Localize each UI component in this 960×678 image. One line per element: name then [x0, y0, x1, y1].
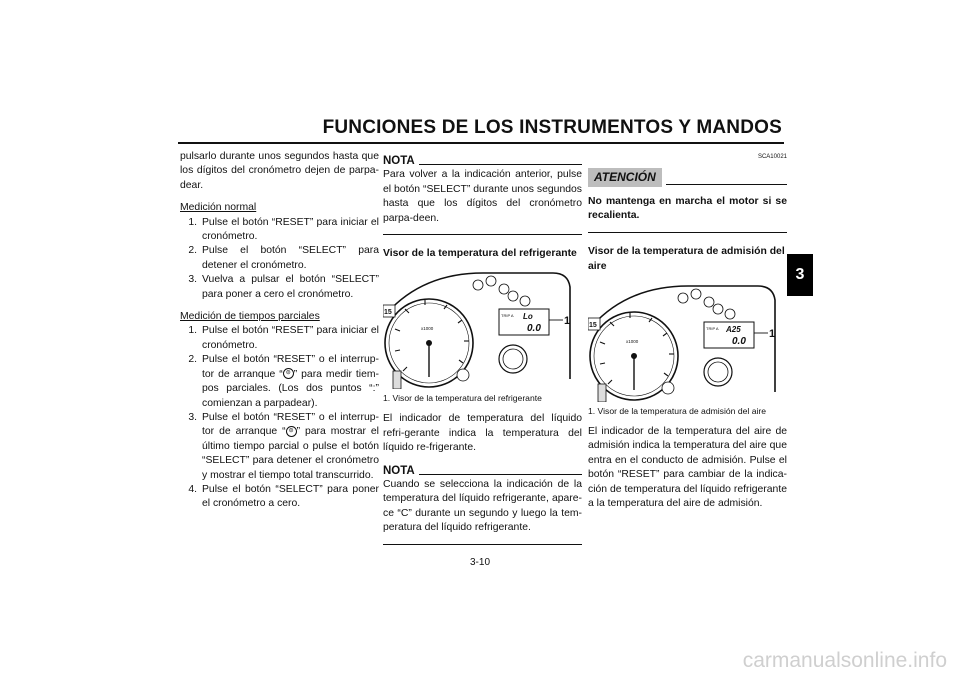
note-text: Para volver a la indicación anterior, pulse el botón “SELECT” durante unos segundos hasta que los dígitos del cronómetro parpa-deen. [383, 169, 582, 224]
item-text: Pulse el botón “SELECT” para detener el cronómetro. [202, 245, 379, 271]
text-part: ” para medir tiem-pos parciales. (Los dos puntos “:” comienzan a parpadear). [202, 368, 379, 409]
column-1 [180, 150, 379, 520]
coolant-gauge-illustration [383, 267, 582, 389]
note-end-rule [383, 544, 582, 545]
list-item [180, 244, 379, 273]
header-rule [178, 142, 784, 144]
note-label: NOTA [383, 464, 415, 477]
air-temp-display-title: Visor de la temperatura de admisión del aire [588, 246, 785, 272]
list-item [180, 411, 379, 483]
caution-code: SCA10021 [757, 154, 787, 160]
start-switch-icon: ⊜ [283, 368, 294, 379]
caution-rule [666, 184, 787, 185]
item-text [202, 411, 379, 483]
start-switch-icon: ⊜ [286, 426, 297, 437]
air-temp-body-text: El indicador de la temperatura del aire de admisión indica la temperatura del aire que entra en el conducto de admisión. Pulse el botón “RESET” para cambiar de la indica-ción de temperatura del líquido refrigerante a la temperatura del aire de admisión. [588, 425, 787, 509]
normal-measure-list [180, 216, 379, 302]
watermark: carmanualsonline.info [742, 649, 947, 672]
column-2 [383, 150, 582, 557]
list-item [180, 483, 379, 512]
item-number: 1. [188, 216, 197, 228]
intro-paragraph: pulsarlo durante unos segundos hasta que los dígitos del cronómetro dejen de parpa-dear. [180, 151, 379, 191]
gauge-coolant-lcd: Lo [523, 312, 533, 322]
item-number: 2. [188, 245, 197, 257]
partial-times-list [180, 324, 379, 511]
gauge-trip-label: TRIP A [501, 313, 514, 319]
air-temp-figure-caption: 1. Visor de la temperatura de admisión del aire [588, 405, 767, 416]
page-number: 3-10 [469, 557, 490, 568]
item-number: 3. [188, 274, 197, 286]
coolant-body-text: El indicador de temperatura del líquido refri-gerante indica la temperatura del líquido re-frigerante. [383, 413, 582, 454]
caution-end-rule [588, 232, 787, 234]
gauge-trip-label: TRIP A [706, 325, 719, 331]
coolant-display-title: Visor de la temperatura del refrigerante [383, 248, 577, 260]
text-part: Pulse el botón “RESET” o el interrup-tor de arranque “ [202, 411, 379, 438]
item-number: 2. [188, 354, 197, 366]
gauge-lcd-digits: 0.0 [527, 323, 541, 335]
item-text: Pulse el botón “SELECT” para poner el cronómetro a cero. [202, 483, 379, 510]
chapter-tab: 3 [787, 254, 813, 296]
list-item [180, 324, 379, 353]
item-text: Pulse el botón “RESET” para iniciar el cronómetro. [202, 216, 379, 243]
gauge-callout-number: 1 [769, 327, 776, 340]
item-number: 1. [188, 325, 197, 337]
item-text: Vuelva a pulsar el botón “SELECT” para poner a cero el cronómetro. [202, 274, 379, 300]
note-text: Cuando se selecciona la indicación de la temperatura del líquido refrigerante, apare-ce “C” durante un segundo y luego la tem-peratura del líquido refrigerante. [383, 479, 582, 534]
normal-measure-title: Medición normal [180, 202, 257, 214]
partial-times-title: Medición de tiempos parciales [180, 311, 320, 323]
list-item [180, 353, 379, 411]
text-part: ” para mostrar el último tiempo parcial o pulse el botón “SELECT” para detener el cronómetro y mostrar el tiempo total transcurrido. [202, 426, 379, 481]
item-text: Pulse el botón “RESET” para iniciar el cronómetro. [202, 325, 379, 351]
gauge-lcd-digits: 0.0 [732, 335, 746, 347]
page-header-title: FUNCIONES DE LOS INSTRUMENTOS Y MANDOS [322, 117, 782, 138]
air-temp-gauge-illustration [588, 280, 787, 402]
coolant-figure-caption: 1. Visor de la temperatura del refrigerante [383, 393, 542, 404]
caution-label: ATENCIÓN [588, 168, 662, 186]
gauge-callout-number: 1 [564, 315, 571, 328]
gauge-clock: 15 [384, 309, 392, 317]
note-heading [383, 464, 582, 478]
note-rule [419, 474, 582, 475]
item-number: 3. [188, 411, 197, 423]
caution-text: No mantenga en marcha el motor si se recalienta. [588, 195, 787, 222]
gauge-air-lcd: A25 [726, 324, 741, 334]
note-label: NOTA [383, 155, 415, 167]
gauge-clock: 15 [589, 321, 597, 329]
text-part: Pulse el botón “RESET” o el interrup-tor de arranque “ [202, 354, 379, 380]
note-rule [419, 164, 582, 165]
gauge-multiplier-label: x1000 [626, 338, 639, 344]
item-text [202, 353, 379, 411]
item-number: 4. [188, 483, 197, 495]
gauge-multiplier-label: x1000 [421, 326, 434, 332]
caution-heading [588, 168, 787, 186]
column-3 [588, 150, 787, 519]
list-item [180, 273, 379, 302]
list-item [180, 216, 379, 245]
note-end-rule [383, 234, 582, 235]
note-heading [383, 154, 582, 168]
